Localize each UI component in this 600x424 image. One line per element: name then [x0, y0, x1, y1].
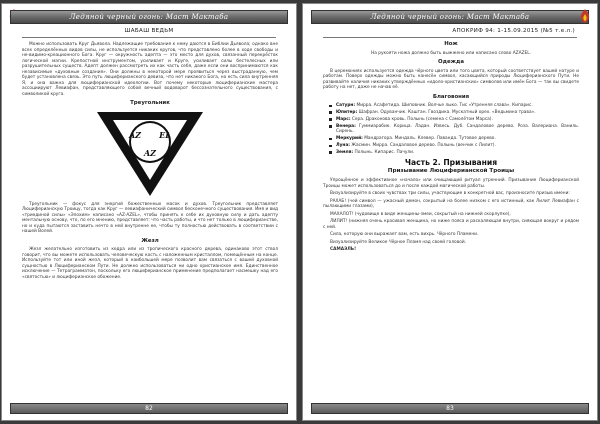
- flame-emblem-icon: [578, 8, 592, 24]
- list-item: Сатурн: Мирра. Асафетида. Шиповник. Волчье лыко. Тис «Утренняя слава». Кипарис.: [329, 103, 579, 109]
- page-number: 83: [446, 405, 454, 412]
- invocation-line: ЛИЛИТ! (нижняя очень красивая женщина, но ниже пояса и раскаляющая внутри, сияющая вокруг и рядом с ней.: [323, 219, 579, 230]
- clothing-title: Одежда: [438, 59, 464, 65]
- triangle-sigil-icon: [95, 110, 205, 198]
- triangle-label-tl: AZ: [128, 129, 142, 140]
- list-item: Венера: Гуммиарабик. Корица. Ладан. Извесь. Дуб. Сандаловое дерево. Роза. Валериана. Ваниль. Сирень.: [329, 124, 579, 135]
- right-content: [323, 42, 579, 398]
- chapter-title: Часть 2. Призывания: [404, 158, 498, 168]
- header-title: Ледяной черный огонь: Маст Мактаба: [69, 13, 229, 21]
- page-number: 82: [145, 405, 153, 412]
- triangle-label-bottom: AZ: [143, 147, 157, 158]
- triangle-paragraph: Треугольник — фокус для энергий божественных масок и духов. Треугольник представляет Люциферианскую Троицу, тогда как Круг — левиафанический символ бесконечного существования. Имя и вид «триединой силы» «Элохим» написано «AZ-AZEL», чтобы принять к себе их духовную силу и дать адепту ментальную основу, что, по его мнению, представляет: что часть работы, и что нет только в люциферианстве, но и куда пытаются заставить нечто в ней внутренне ее, чтобы ту полностью действовать в соответствии с нашей Волей.: [22, 201, 278, 234]
- triangle-figure: [22, 110, 278, 198]
- invocation-intro: Упрощённое и эффективное «начало» или очищающий ритуал утренний. Призывание Люциферианской Троицы может использоваться до и после каждой магической работы.: [323, 178, 579, 189]
- right-page: [302, 3, 598, 421]
- invocation-line: МАХАЛОТ! (чудовище в виде женщины-змеи, сокрытый на нижней скорлупке),: [330, 211, 511, 217]
- knife-paragraph: На рукояти ножа должно быть выжжено или написано слово AZAZEL.: [371, 50, 531, 56]
- page-footer: [311, 403, 589, 414]
- list-item: Марс: Сера. Драконова кровь. Полынь (семена с Самолётом Марса).: [329, 117, 579, 123]
- incense-list: [329, 103, 579, 155]
- page-footer: [10, 403, 288, 414]
- invocation-line: Визуализируйте Великое Чёрное Пламя над своей головой.: [330, 239, 467, 245]
- invocation-line: Визуализируйте в своих чувствах три силы, участвующие в конкретной вас, произносите призыв имени:: [330, 191, 570, 197]
- triangle-label-tr: EL: [159, 129, 171, 140]
- header-divider: [22, 37, 276, 38]
- list-item: Земля: Полынь. Кипарис. Пачули.: [329, 150, 579, 156]
- invocation-line: Сила, которую они выражает вам, есть вихрь. Чёрного Пламени.: [330, 232, 479, 238]
- subchapter-title: Призывание Люциферианской Троицы: [387, 167, 515, 174]
- section-subheader: АПОКРИФ 94: 1-15.09.2015 (№5 т.е.л.): [452, 28, 575, 34]
- triangle-title: Треугольник: [130, 100, 170, 106]
- incense-title: Благовония: [432, 93, 470, 100]
- list-item: Юпитер: Шафран. Одуванчик. Каштан. Гвоздика. Мускатный орех. «Ведьмина трава».: [329, 110, 579, 116]
- left-content: [22, 42, 278, 398]
- left-page: [1, 3, 297, 421]
- header-divider: [323, 37, 577, 38]
- header-title: Ледяной черный огонь: Маст Мактаба: [370, 13, 530, 21]
- list-item: Луна: Жасмин. Мирра. Сандаловое дерево. Полынь (венчик с Лилит).: [329, 143, 579, 149]
- intro-paragraph: Можно использовать Круг Дьявола. Надлежащие требования к нему даются в Библии Дьявола; однако вне всех определённых видов силы, не используется никаких кругов, что представлено более в ходе свободы и не-видимо-креационного Бога. Круг — окружность адепта — это место для духов, связанный перекрёсток логической магии. Крепостной инструментом, усиливает и Круге, усиливает силы бестелесных или разрушительных существ. Адепт должен рассмотреть их как часть себя, даже если они воспринимаются как независимые «духовные создания». Они должны в некоторой мере проявиться через выстраданную, чем будет установлена связь. Это путь люциферианского девиза, что нет никакого Бога, но есть сила внутренняя Я, и она важна для люциферианской идеологии. Вот почему некоторые люциферианские мастера ассоциируют Левиафан, представляющего собой вечный водоворот бессознательного существования, с символикой круга.: [22, 42, 278, 97]
- knife-title: Нож: [444, 41, 458, 47]
- rod-title: Жезл: [141, 237, 159, 244]
- rod-paragraph: Жезл желательно изготовить из кедра или из тропического красного дерева, одинаково этот ствол говорит, что вы можете использовать человеческую кость с наложенным кристаллом, помещённым на конце. Используйте тот или иной жезл, который в наибольшей мере позволит вам связаться с вашей духовной сущностью в Люциферианском Пути. Не должно использоваться ни одно христианское имя. Единственное исключение — Тетраграмматон, поскольку его люциферианское применение предполагает насмешку над его «святостью» и люциферианское обожение.: [22, 247, 278, 280]
- page-header: [10, 10, 288, 24]
- page-header: [311, 10, 589, 24]
- invocation-closing: САМАЭЛЬ!: [330, 247, 357, 253]
- list-item: Меркурий: Мандрагора. Миндаль. Клевер. Лаванда. Тутовое дерево.: [329, 136, 579, 142]
- section-subheader: ШАБАШ ВЕДЬМ: [124, 28, 174, 34]
- clothing-paragraph: В церемониях используется одежда чёрного цвета или того цвета, который соответствует вашей натуре и работам. Поверх одежды можно быть нанесён символ, касающийся природы Люциферианского Пути. Не развивайте наличия никаких утверждённых «идоло-христианских» символов или имён Бога — так вы свидете работу на нет, даже не начав её.: [323, 68, 579, 90]
- invocation-line: РАХАБ! (чей символ — ужасный демон, сокрытый на более низком с его истинный, как Лилит Левиафан с пылающими глазами),: [323, 198, 579, 210]
